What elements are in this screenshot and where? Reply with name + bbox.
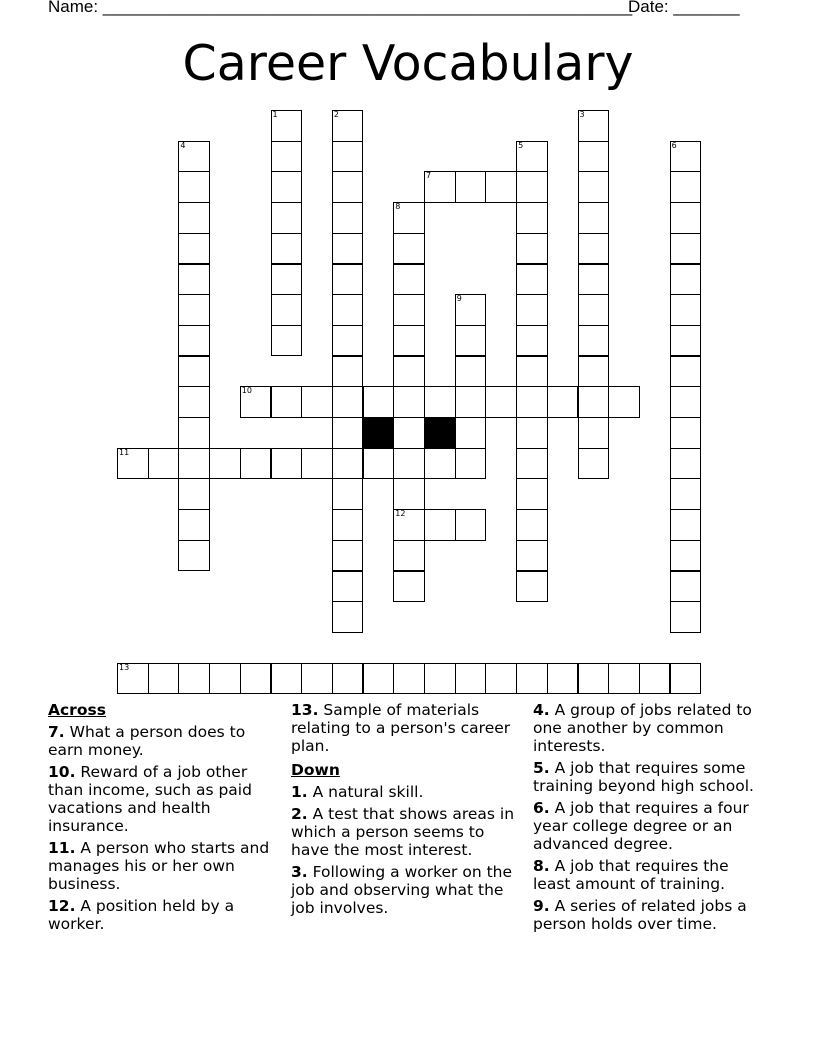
clue-down-9: 9. A series of related jobs a person holds over time.: [533, 897, 747, 933]
grid-cell[interactable]: [578, 386, 610, 418]
clues-column-3: [533, 701, 768, 937]
grid-cell[interactable]: [178, 448, 210, 480]
grid-cell[interactable]: [516, 448, 548, 480]
grid-cell[interactable]: [547, 386, 579, 418]
clue-across-10: 10. Reward of a job other than income, such as paid vacations and health insurance.: [48, 763, 252, 835]
grid-cell[interactable]: [393, 417, 425, 449]
grid-cell[interactable]: [393, 448, 425, 480]
grid-cell[interactable]: [178, 141, 210, 173]
grid-cell[interactable]: [301, 448, 333, 480]
grid-cell[interactable]: [670, 509, 702, 541]
grid-cell[interactable]: [332, 264, 364, 296]
grid-cell[interactable]: [516, 509, 548, 541]
grid-cell[interactable]: [178, 294, 210, 326]
grid-cell[interactable]: [670, 264, 702, 296]
clue-down-2: 2. A test that shows areas in which a person seems to have the most interest.: [291, 805, 515, 859]
grid-cell[interactable]: [670, 294, 702, 326]
grid-cell[interactable]: [393, 264, 425, 296]
grid-cell[interactable]: [578, 448, 610, 480]
grid-cell[interactable]: [516, 171, 548, 203]
grid-cell[interactable]: [516, 141, 548, 173]
grid-cell[interactable]: [332, 356, 364, 388]
clue-down-8: 8. A job that requires the least amount of training.: [533, 857, 729, 893]
grid-cell[interactable]: [332, 202, 364, 234]
grid-cell[interactable]: [332, 448, 364, 480]
grid-cell[interactable]: [332, 663, 364, 695]
grid-cell[interactable]: [455, 663, 487, 695]
grid-cell[interactable]: [240, 386, 272, 418]
grid-cell[interactable]: [455, 171, 487, 203]
black-cell: [363, 417, 395, 449]
grid-cell[interactable]: [271, 663, 303, 695]
grid-cell[interactable]: [455, 509, 487, 541]
grid-cell[interactable]: [578, 110, 610, 142]
page-title: Career Vocabulary: [182, 35, 634, 92]
clue-down-4: 4. A group of jobs related to one another by common interests.: [533, 701, 752, 755]
grid-cell[interactable]: [670, 233, 702, 265]
grid-cell[interactable]: [424, 171, 456, 203]
grid-cell[interactable]: [178, 171, 210, 203]
grid-cell[interactable]: [670, 478, 702, 510]
grid-cell[interactable]: [301, 663, 333, 695]
grid-cell[interactable]: [332, 171, 364, 203]
grid-cell[interactable]: [547, 663, 579, 695]
clue-number: 10: [241, 386, 252, 396]
grid-cell[interactable]: [670, 448, 702, 480]
grid-cell[interactable]: [455, 448, 487, 480]
grid-cell[interactable]: [578, 294, 610, 326]
grid-cell[interactable]: [332, 294, 364, 326]
grid-cell[interactable]: [578, 171, 610, 203]
grid-cell[interactable]: [639, 663, 671, 695]
grid-cell[interactable]: [516, 663, 548, 695]
grid-cell[interactable]: [178, 325, 210, 357]
grid-cell[interactable]: [393, 202, 425, 234]
grid-cell[interactable]: [240, 663, 272, 695]
grid-cell[interactable]: [332, 417, 364, 449]
grid-cell[interactable]: [455, 356, 487, 388]
grid-cell[interactable]: [332, 540, 364, 572]
grid-cell[interactable]: [178, 540, 210, 572]
grid-cell[interactable]: [178, 264, 210, 296]
grid-cell[interactable]: [301, 386, 333, 418]
grid-cell[interactable]: [178, 356, 210, 388]
grid-cell[interactable]: [670, 417, 702, 449]
grid-cell[interactable]: [271, 325, 303, 357]
grid-cell[interactable]: [516, 386, 548, 418]
grid-cell[interactable]: [670, 202, 702, 234]
date-field-label[interactable]: Date: _______: [628, 0, 740, 16]
clue-down-3: 3. Following a worker on the job and observing what the job involves.: [291, 863, 513, 917]
grid-cell[interactable]: [363, 448, 395, 480]
grid-cell[interactable]: [424, 448, 456, 480]
grid-cell[interactable]: [271, 171, 303, 203]
grid-cell[interactable]: [178, 509, 210, 541]
grid-cell[interactable]: [393, 325, 425, 357]
grid-cell[interactable]: [178, 233, 210, 265]
black-cell: [424, 417, 456, 449]
clue-number: 2: [333, 110, 339, 119]
grid-cell[interactable]: [148, 663, 180, 695]
down-heading: Down: [291, 761, 340, 779]
grid-cell[interactable]: [178, 663, 210, 695]
grid-cell[interactable]: [271, 294, 303, 326]
grid-cell[interactable]: [455, 325, 487, 357]
grid-cell[interactable]: [670, 386, 702, 418]
grid-cell[interactable]: [393, 294, 425, 326]
grid-cell[interactable]: [332, 509, 364, 541]
grid-cell[interactable]: [178, 386, 210, 418]
grid-cell[interactable]: [332, 110, 364, 142]
grid-cell[interactable]: [393, 540, 425, 572]
grid-cell[interactable]: [393, 386, 425, 418]
grid-cell[interactable]: [670, 141, 702, 173]
grid-cell[interactable]: [393, 356, 425, 388]
grid-cell[interactable]: [332, 571, 364, 603]
grid-cell[interactable]: [516, 417, 548, 449]
grid-cell[interactable]: [670, 663, 702, 695]
grid-cell[interactable]: [271, 264, 303, 296]
grid-cell[interactable]: [516, 478, 548, 510]
clue-number: 9: [456, 294, 462, 304]
clue-number: 8: [395, 202, 401, 212]
clue-number: 5: [518, 140, 524, 150]
grid-cell[interactable]: [516, 202, 548, 234]
grid-cell[interactable]: [578, 417, 610, 449]
name-field-label[interactable]: Name: ________________________________________________________: [48, 0, 633, 16]
grid-cell[interactable]: [578, 264, 610, 296]
grid-cell[interactable]: [240, 448, 272, 480]
grid-cell[interactable]: [670, 540, 702, 572]
grid-cell[interactable]: [271, 448, 303, 480]
clue-down-6: 6. A job that requires a four year college degree or an advanced degree.: [533, 799, 749, 853]
grid-cell[interactable]: [332, 233, 364, 265]
clue-across-11: 11. A person who starts and manages his or her own business.: [48, 839, 270, 893]
grid-cell[interactable]: [393, 478, 425, 510]
grid-cell[interactable]: [178, 478, 210, 510]
grid-cell[interactable]: [485, 171, 517, 203]
grid-cell[interactable]: [516, 264, 548, 296]
grid-cell[interactable]: [670, 601, 702, 633]
grid-cell[interactable]: [393, 509, 425, 541]
grid-cell[interactable]: [516, 540, 548, 572]
grid-cell[interactable]: [363, 386, 395, 418]
grid-cell[interactable]: [516, 356, 548, 388]
grid-cell[interactable]: [485, 386, 517, 418]
grid-cell[interactable]: [516, 294, 548, 326]
grid-cell[interactable]: [393, 663, 425, 695]
clue-across-7: 7. What a person does to earn money.: [48, 723, 246, 759]
clue-number: 1: [272, 110, 278, 119]
grid-cell[interactable]: [271, 202, 303, 234]
grid-cell[interactable]: [209, 663, 241, 695]
clues-column-1: [48, 701, 280, 937]
across-heading: Across: [48, 701, 106, 719]
clues-column-2: [291, 701, 526, 921]
grid-cell[interactable]: [485, 663, 517, 695]
grid-cell[interactable]: [332, 325, 364, 357]
grid-cell[interactable]: [424, 386, 456, 418]
grid-cell[interactable]: [424, 663, 456, 695]
grid-cell[interactable]: [117, 448, 149, 480]
clue-across-12: 12. A position held by a worker.: [48, 897, 235, 933]
grid-cell[interactable]: [608, 386, 640, 418]
clue-number: 4: [180, 140, 186, 150]
grid-cell[interactable]: [516, 571, 548, 603]
grid-cell[interactable]: [209, 448, 241, 480]
grid-cell[interactable]: [670, 571, 702, 603]
grid-cell[interactable]: [271, 233, 303, 265]
grid-cell[interactable]: [178, 417, 210, 449]
grid-cell[interactable]: [578, 356, 610, 388]
grid-cell[interactable]: [516, 325, 548, 357]
grid-cell[interactable]: [332, 386, 364, 418]
grid-cell[interactable]: [117, 663, 149, 695]
grid-cell[interactable]: [455, 386, 487, 418]
grid-cell[interactable]: [424, 509, 456, 541]
clue-across-13: 13. Sample of materials relating to a person's career plan.: [291, 701, 511, 755]
clue-number: 6: [671, 140, 677, 150]
clue-down-1: 1. A natural skill.: [291, 783, 424, 801]
clue-number: 13: [119, 662, 130, 672]
grid-cell[interactable]: [271, 141, 303, 173]
grid-cell[interactable]: [271, 386, 303, 418]
clue-down-5: 5. A job that requires some training beyond high school.: [533, 759, 754, 795]
grid-cell[interactable]: [178, 202, 210, 234]
grid-cell[interactable]: [608, 663, 640, 695]
grid-cell[interactable]: [578, 233, 610, 265]
clue-number: 12: [395, 509, 406, 519]
grid-cell[interactable]: [578, 141, 610, 173]
grid-cell[interactable]: [578, 663, 610, 695]
clue-number: 7: [426, 171, 432, 181]
grid-cell[interactable]: [393, 571, 425, 603]
grid-cell[interactable]: [455, 294, 487, 326]
grid-cell[interactable]: [578, 202, 610, 234]
grid-cell[interactable]: [148, 448, 180, 480]
grid-cell[interactable]: [578, 325, 610, 357]
grid-cell[interactable]: [332, 601, 364, 633]
grid-cell[interactable]: [455, 417, 487, 449]
grid-cell[interactable]: [670, 356, 702, 388]
grid-cell[interactable]: [393, 233, 425, 265]
clue-number: 11: [119, 447, 130, 457]
clue-number: 3: [579, 110, 585, 119]
grid-cell[interactable]: [516, 233, 548, 265]
grid-cell[interactable]: [332, 141, 364, 173]
grid-cell[interactable]: [332, 478, 364, 510]
grid-cell[interactable]: [670, 325, 702, 357]
grid-cell[interactable]: [670, 171, 702, 203]
grid-cell[interactable]: [363, 663, 395, 695]
grid-cell[interactable]: [271, 110, 303, 142]
